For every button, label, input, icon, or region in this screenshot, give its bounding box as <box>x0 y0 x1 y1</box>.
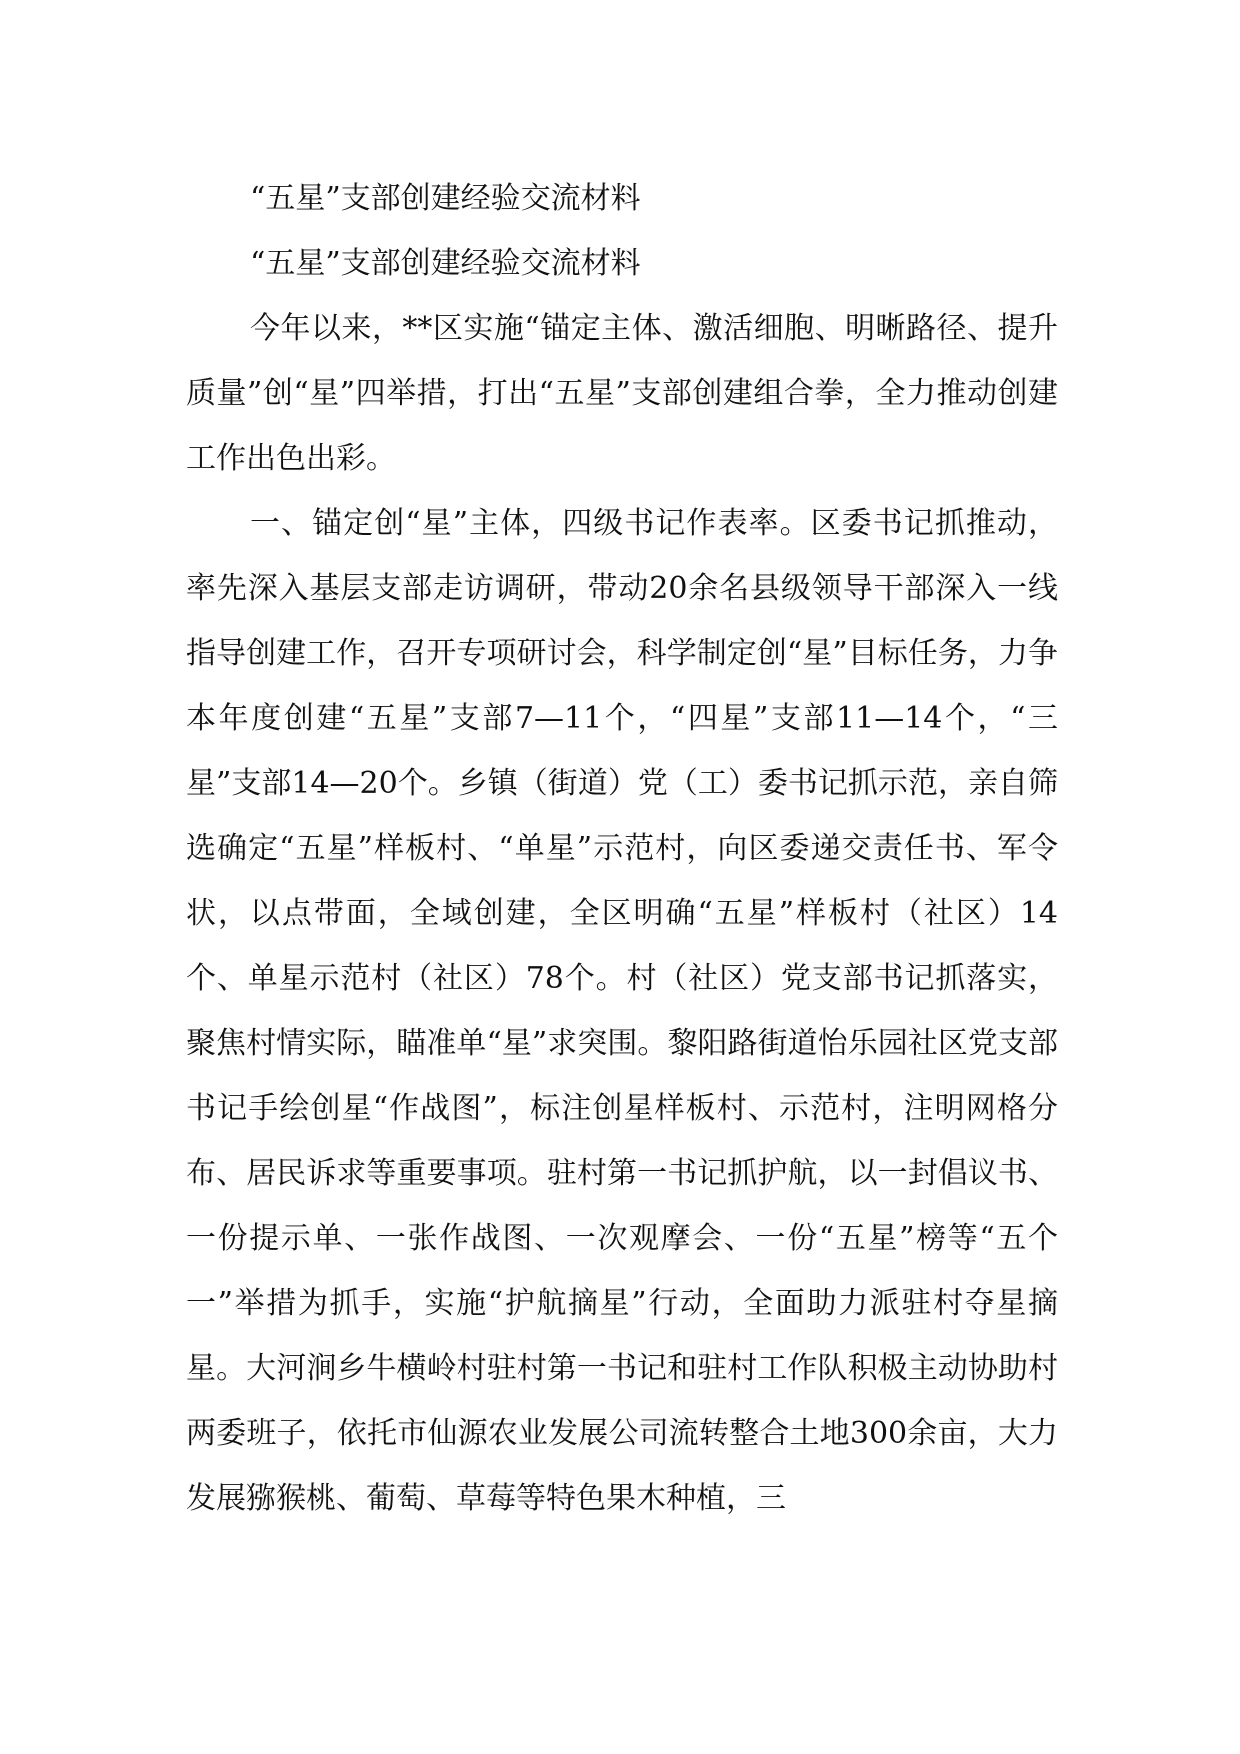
document-title: “五星”支部创建经验交流材料 <box>250 181 641 216</box>
intro-paragraph: 今年以来，**区实施“锚定主体、激活细胞、明晰路径、提升质量”创“星”四举措，打出“五星”支部创建组合拳，全力推动创建工作出色出彩。 <box>186 311 1058 476</box>
document-body <box>186 166 1058 1531</box>
document-title-repeat: “五星”支部创建经验交流材料 <box>250 246 641 281</box>
section-one-paragraph: 一、锚定创“星”主体，四级书记作表率。区委书记抓推动，率先深入基层支部走访调研，带动20余名县级领导干部深入一线指导创建工作，召开专项研讨会，科学制定创“星”目标任务，力争本年度创建“五星”支部7—11个，“四星”支部11—14个，“三星”支部14—20个。乡镇（街道）党（工）委书记抓示范，亲自筛选确定“五星”样板村、“单星”示范村，向区委递交责任书、军令状，以点带面，全域创建，全区明确“五星”样板村（社区）14个、单星示范村（社区）78个。村（社区）党支部书记抓落实，聚焦村情实际，瞄准单“星”求突围。黎阳路街道怡乐园社区党支部书记手绘创星“作战图”，标注创星样板村、示范村，注明网格分布、居民诉求等重要事项。驻村第一书记抓护航，以一封倡议书、一份提示单、一张作战图、一次观摩会、一份“五星”榜等“五个一”举措为抓手，实施“护航摘星”行动，全面助力派驻村夺星摘星。大河涧乡牛横岭村驻村第一书记和驻村工作队积极主动协助村两委班子，依托市仙源农业发展公司流转整合土地300余亩，大力发展猕猴桃、葡萄、草莓等特色果木种植，三 <box>186 506 1058 1516</box>
